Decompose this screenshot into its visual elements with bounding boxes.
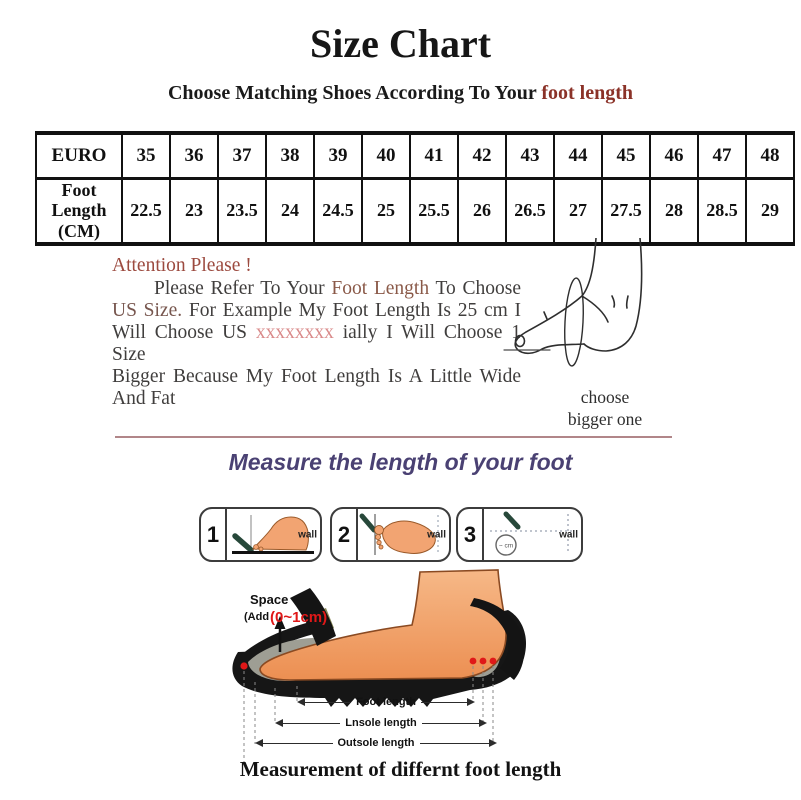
- euro-label-cell: EURO: [36, 133, 122, 178]
- attention-line: And Fat: [112, 388, 176, 409]
- subtitle-text: Choose Matching Shoes According To Your: [167, 82, 537, 104]
- euro-size-cell: 37: [218, 133, 266, 178]
- attention-text: Will Choose US: [112, 322, 247, 343]
- attention-text: For Example My Foot Length Is 25 cm I: [188, 300, 522, 321]
- sketch-foot-illustration: [500, 238, 670, 370]
- attention-heading: Attention Please !: [112, 255, 252, 276]
- measure-heading: Measure the length of your foot: [228, 449, 573, 475]
- size-table: [35, 131, 795, 246]
- step-panel-3: [456, 507, 583, 562]
- euro-size-cell: 35: [122, 133, 170, 178]
- space-label: Space: [250, 592, 289, 607]
- subtitle-highlight: foot length: [541, 82, 634, 104]
- attention-line: [112, 322, 521, 366]
- euro-size-cell: 36: [170, 133, 218, 178]
- wall-label: wall: [427, 529, 446, 540]
- page-title: Size Chart: [309, 21, 492, 66]
- attention-text-highlight: Foot Length: [331, 278, 430, 299]
- euro-size-cell: 40: [362, 133, 410, 178]
- measure-label: Outsole length: [337, 737, 415, 749]
- side-note-line: choose: [580, 387, 630, 407]
- step-number: 3: [458, 509, 484, 560]
- euro-size-cell: 45: [602, 133, 650, 178]
- attention-text-highlight: US Size.: [112, 300, 183, 321]
- circle-label: ~ cm: [498, 542, 514, 550]
- measure-label: Lnsole length: [345, 717, 417, 729]
- bottom-caption: Measurement of differnt foot length: [239, 757, 562, 781]
- measure-label: Foot length: [356, 696, 416, 708]
- foot-length-cell: 26: [458, 178, 506, 244]
- add-value-label: (0~1cm): [270, 609, 328, 626]
- attention-line: [112, 300, 521, 322]
- euro-size-cell: 43: [506, 133, 554, 178]
- foot-length-cell: 29: [746, 178, 794, 244]
- foot-length-cell: 28: [650, 178, 698, 244]
- wall-label: wall: [559, 529, 578, 540]
- subtitle: [0, 82, 801, 105]
- foot-length-cell: 24.5: [314, 178, 362, 244]
- step-number: 1: [201, 509, 227, 560]
- foot-length-cell: 27: [554, 178, 602, 244]
- euro-size-cell: 44: [554, 133, 602, 178]
- foot-length-cell: 26.5: [506, 178, 554, 244]
- add-label: (Add: [244, 611, 270, 623]
- length-row: [36, 178, 794, 244]
- censored-text: xxxxxxxx: [255, 322, 334, 343]
- foot-length-cell: 23: [170, 178, 218, 244]
- attention-text: To Choose: [435, 278, 522, 299]
- foot-length-cell: 22.5: [122, 178, 170, 244]
- foot-length-cell: 24: [266, 178, 314, 244]
- attention-line: Bigger Because My Foot Length Is A Little Wide: [112, 366, 521, 387]
- foot-length-cell: 23.5: [218, 178, 266, 244]
- insole-length-measure: [275, 717, 487, 729]
- foot-length-cell: 27.5: [602, 178, 650, 244]
- euro-size-cell: 42: [458, 133, 506, 178]
- foot-length-cell: 25: [362, 178, 410, 244]
- outsole-length-measure: [255, 737, 497, 749]
- foot-length-cell: 25.5: [410, 178, 458, 244]
- footlength-label-cell: Foot Length (CM): [36, 178, 122, 244]
- foot-length-cell: 28.5: [698, 178, 746, 244]
- attention-block: [112, 255, 521, 410]
- attention-line: [112, 278, 521, 300]
- foot-length-measure: [297, 696, 475, 708]
- size-row: [36, 133, 794, 178]
- attention-text: Please Refer To Your: [154, 278, 325, 299]
- side-note-line: bigger one: [567, 409, 643, 429]
- euro-size-cell: 48: [746, 133, 794, 178]
- divider-line: [115, 436, 672, 438]
- attention-text: ially I Will Choose 1 Size: [112, 322, 521, 365]
- step-panel-2: [330, 507, 451, 562]
- euro-size-cell: 46: [650, 133, 698, 178]
- euro-size-cell: 41: [410, 133, 458, 178]
- euro-size-cell: 38: [266, 133, 314, 178]
- side-note: [543, 386, 667, 430]
- euro-size-cell: 39: [314, 133, 362, 178]
- euro-size-cell: 47: [698, 133, 746, 178]
- step-number: 2: [332, 509, 358, 560]
- wall-label: wall: [298, 529, 317, 540]
- step-panel-1: [199, 507, 322, 562]
